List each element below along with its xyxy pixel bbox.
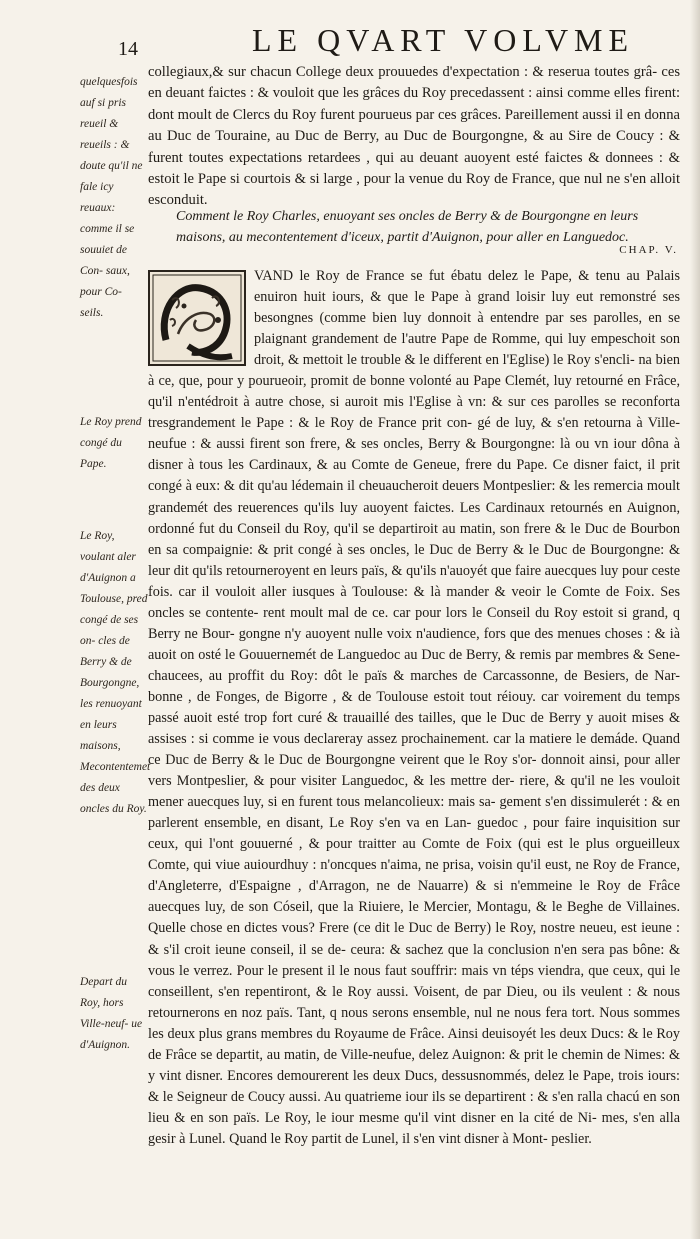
chapter-body [148,266,680,1150]
running-head: LE QVART VOLVME [252,22,635,58]
margin-note-top: quelquesfois auf si pris reueil & reueils : & doute qu'il ne fale icy reuaux: comme il se souuiet de Con- saux, pour Co- seils. [80,76,143,319]
opening-paragraph [148,62,680,212]
margin-note-roy-voulant: Le Roy, voulant aler d'Auignon a Toulouse, pred congé de ses on- cles de Berry & de Bourgongne, les renuoyant en leurs maisons, [80,530,148,752]
opening-text: collegiaux,& sur chacun College deux prouuedes d'expectation : & reserua toutes grâ- ces en deuant faictes : & vouloit que les grâces du Roy precedassent : ainsi comme elles firent: dont moult de Clercs du Roy furent pourueus par ces grâces. Pareillement aussi il en donna au Duc de Touraine, au Duc de Berry, au Duc de Bourgongne, & au Sire de Coucy : & furent toutes expectations retardees , qui au deuant auoyent esté faictes & donnees : & estoit le Pape si courtois & si large , pour la venue du Roy de France, que nul ne s'en alloit esconduit. [148,64,680,209]
chapter-heading: Comment le Roy Charles, enuoyant ses oncles de Berry & de Bourgongne en leurs maisons, au mecontentement d'iceux, partit d'Auignon, pour aller en Languedoc. [176,209,639,245]
chapter-label: CHAP. V. [619,244,678,256]
margin-note-depart: Depart du Roy, hors Ville-neuf- ue d'Auignon. [80,976,143,1051]
margin-note-mecontentement: Mecontentemet des deux oncles du Roy. [80,761,151,815]
decorated-initial-q-icon [148,270,246,366]
page-fold-shadow [690,0,700,1239]
chapter-body-text: VAND le Roy de France se fut ébatu delez le Pape, & tenu au Palais enuiron huit iours, & que le Pape à grand loisir luy eut remonstré ses besongnes (comme bien luy donnoit à entendre par ses parolles, en se plaignant grandement de l'autre Pape de Romme, qui luy empeschoit son droit, & mettoit le trouble & le different en l'Eglise) le Roy s'encli- na bien à ce, que, pour y pourueoir, promit de bonne volonté au Pape Clemét, luy retourné en Frâce, qu'il n'entédroit à autre chose, si auroit mis l'Eglise à vn: & sur ces parolles se reconforta tresgrandement le Pape : & le Roy de France prit con- gé de luy, & s'en retourna à Ville-neufue : & aussi firent son frere, & ses oncles, Berry & Bourgongne: là ou vn iour dôna à disner à tous les Cardinaux, & au Comte de Geneue, frere du Pape. Ce disner faict, il prit congé à eux: & dit qu'au lédemain il cheuaucheroit deuers Montpeslier: & les remercia moult grandemét des reuerences qu'ils luy auoyent faictes. Les Cardinaux retournés en Auignon, ordonné fut du Conseil du Roy, qu'il se departiroit au matin, son frere & le Duc de Bourbon en sa compaignie: & prit congé à ses oncles, le Duc de Berry & le Duc de Bourgongne: & leur dit qu'ils retourneroyent en leurs païs, & qu'ils n'auoyét que faire auecques luy pour ceste fois. car il vouloit aller iusques à Toulouse: & là mander & veoir le Comte de Foix. Ses oncles se contente- rent moult mal de ce. car pour lors le Conseil du Roy estoit si grand, q Berry ne Bour- gongne n'y auoyent nulle voix n'audience, fors que des menues choses : & ià auoit on osté le Gouuernemét de Languedoc au Duc de Berry, & remis par membres & Sene- chaucees, au proffit du Roy: dôt le païs & marches de Carcassonne, de Besiers, de Nar- bonne , de Fonges, de Bigorre , & de Toulouse estoit tout réiouy. car voirement du temps passé auoit esté trop fort curé & trauaillé des tailles, que le Duc de Berry y auoit mises & assises : si comme ie vous declareray assez prochainement. car la matiere le demáde. Quand ce Duc de Berry & le Duc de Bourgongne veirent que le Roy s'or- donnoit ainsi, pour aller vers Montpeslier, & pour visiter Languedoc, & les mettre der- riere, & qu'il ne les vouloit mener auecques luy, si en furent tous melancolieux: mais sa- gement s'en dissimulerét : & en parlerent ensemble, en disant, Le Roy s'en va en Lan- guedoc , pour faire inquisition sur ceux, qui l'ont gouuerné , & pour traitter au Comte de Foix (qui est le plus orgueilleux Comte, qui viue auiourdhuy : n'oncques n'aima, ne prisa, voisin qu'il eust, ne Roy de France, d'Angleterre, d'Espaigne , d'Arragon, ne de Nauarre) & si n'emmeine le Roy de Frâce auecques luy, de son Cóseil, que la Riuiere, le Mercier, Montagu, & le Beghe de Villaines. Quelle chose en dictes vous? Frere (ce dit le Duc de Berry) le Roy, nostre neueu, est ieune : & s'il croit ieune conseil, il se de- ceura: & sachez que la conclusion n'en sera pas bône: & vous le verrez. Pour le present il le nous faut souffrir: mais vn téps viendra, que ceux, qui le conseillent, s'en repentiront, & le Roy aussi. Voisent, de par Dieu, ou ils veulent : & nous retournerons en noz païs. Tant, q nous serons ensemble, nul ne nous fera tort. Nous sommes les deux plus grans membres du Royaume de Frâce. Ainsi deuisoyét les deux Ducs: & le Roy de Frâce se departit, au matin, de Ville-neufue, delez Auignon: & prit le chemin de Nimes: & y vint disner. Encores demourerent les deux Ducs, dessusnommés, delez le Pape, trois iours: & le Seigneur de Coucy aussi. Au quatrieme iour ils se departirent : & s'en ralla chacú en son lieu & en son païs. Le Roy, le iour mesme qu'il vint disner en la cité de Ni- mes, s'en alla gesir à Lunel. Quand le Roy partit de Lunel, il s'en vint disner à Mont- peslier. [148,268,680,1147]
margin-note-roy-prend-conge: Le Roy prend congé du Pape. [80,416,142,470]
page-number: 14 [118,38,138,60]
